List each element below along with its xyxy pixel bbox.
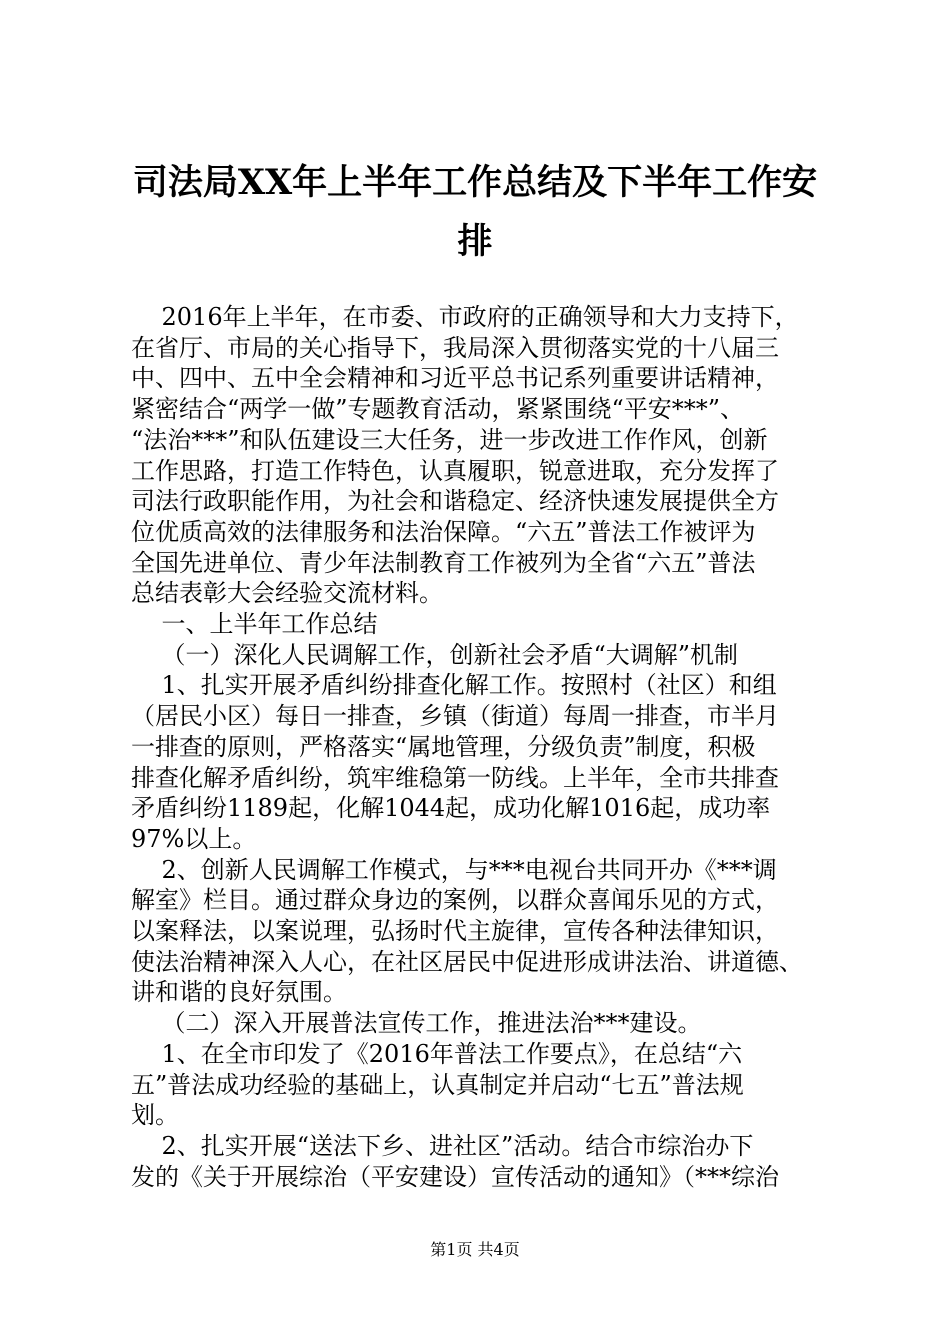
body-line: 1、扎实开展矛盾纠纷排查化解工作。按照村（社区）和组 [131, 671, 777, 700]
body-line: 排查化解矛盾纠纷，筑牢维稳第一防线。上半年，全市共排查 [131, 763, 779, 792]
body-line: 以案释法，以案说理，弘扬时代主旋律，宣传各种法律知识， [131, 917, 779, 945]
body-line: 讲和谐的良好氛围。 [131, 978, 347, 1007]
body-line: 1、在全市印发了《2016年普法工作要点》，在总结“六 [131, 1039, 743, 1068]
body-line: 发的《关于开展综治（平安建设）宣传活动的通知》（***综治 [131, 1162, 779, 1191]
body-line: 解室》栏目。通过群众身边的案例，以群众喜闻乐见的方式， [131, 886, 779, 915]
body-line: 中、四中、五中全会精神和习近平总书记系列重要讲话精神， [131, 364, 779, 393]
body-line: 使法治精神深入人心，在社区居民中促进形成讲法治、讲道德、 [131, 947, 803, 976]
body-line: 矛盾纠纷1189起，化解1044起，成功化解1016起，成功率 [131, 794, 771, 823]
body-line: 在省厅、市局的关心指导下，我局深入贯彻落实党的十八届三 [131, 333, 779, 362]
page-footer: 第1页 共4页 [430, 1240, 520, 1259]
body-line: 2016年上半年，在市委、市政府的正确领导和大力支持下， [131, 303, 799, 331]
body-line: 97%以上。 [131, 824, 257, 853]
document-title-line-2: 排 [457, 221, 493, 262]
body-line: 司法行政职能作用，为社会和谐稳定、经济快速发展提供全方 [131, 487, 779, 516]
body-line: 位优质高效的法律服务和法治保障。“六五”普法工作被评为 [131, 517, 756, 546]
body-line: 一、上半年工作总结 [131, 610, 378, 638]
body-line: 2、扎实开展“送法下乡、进社区”活动。结合市综治办下 [131, 1131, 754, 1160]
body-line: 五”普法成功经验的基础上，认真制定并启动“七五”普法规 [131, 1070, 744, 1099]
body-line: 紧密结合“两学一做”专题教育活动，紧紧围绕“平安***”、 [131, 395, 745, 424]
body-line: （一）深化人民调解工作，创新社会矛盾“大调解”机制 [131, 640, 739, 669]
body-line: （居民小区）每日一排查，乡镇（街道）每周一排查，市半月 [131, 702, 779, 731]
body-line: （二）深入开展普法宣传工作，推进法治***建设。 [131, 1009, 702, 1038]
body-line: 工作思路，打造工作特色，认真履职，锐意进取，充分发挥了 [131, 456, 779, 485]
body-line: 全国先进单位、青少年法制教育工作被列为全省“六五”普法 [131, 548, 756, 577]
body-line: 总结表彰大会经验交流材料。 [131, 579, 443, 608]
body-line: 划。 [131, 1101, 179, 1130]
body-line: 一排查的原则，严格落实“属地管理，分级负责”制度，积极 [131, 732, 756, 761]
document-title-line-1: 司法局XX年上半年工作总结及下半年工作安 [132, 162, 818, 203]
body-line: 2、创新人民调解工作模式，与***电视台共同开办《***调 [131, 855, 777, 884]
body-line: “法治***”和队伍建设三大任务，进一步改进工作作风，创新 [131, 425, 768, 454]
